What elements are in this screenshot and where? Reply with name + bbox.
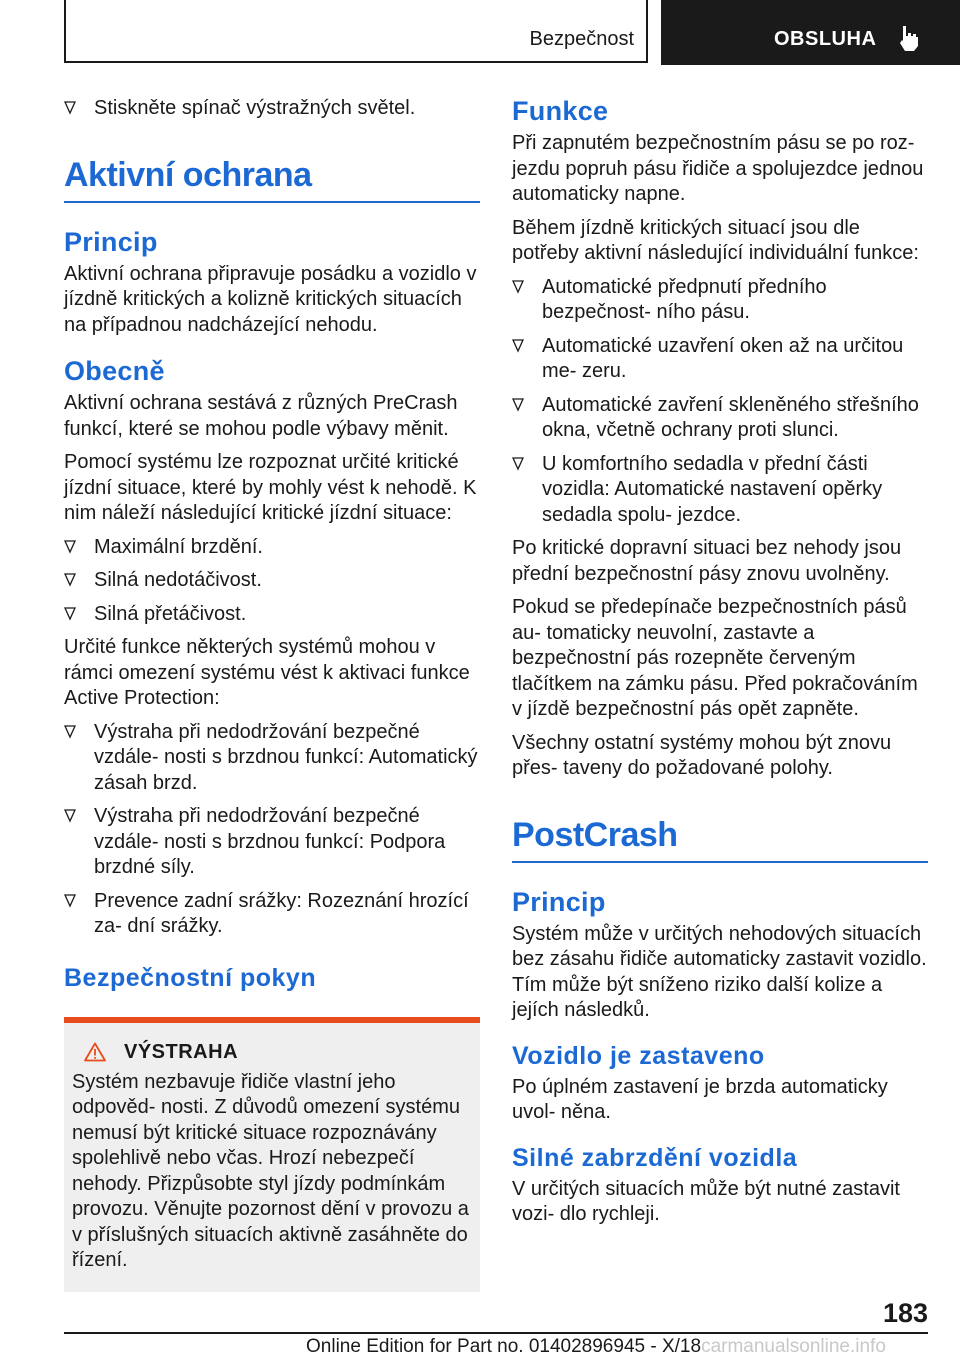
subheading-silne-zabrzdeni: Silné zabrzdění vozidla (512, 1143, 798, 1172)
chapter-tab-label: OBSLUHA (774, 28, 877, 50)
list-item-text: Automatické předpnutí předního bezpečnost‐ ního pásu. (542, 275, 827, 323)
list-item-text: Výstraha při nedodržování bezpečné vzdále‐ nosti s brzdnou funkcí: Podpora brzdné síly. (94, 805, 446, 878)
list-item (512, 452, 928, 529)
section-heading-aktivni-ochrana: Aktivní ochrana (64, 156, 480, 203)
list-item-text: U komfortního sedadla v přední části vozidla: Automatické nastavení opěrky sedadla spolu‐ jezdce. (542, 452, 883, 526)
chapter-tab (661, 0, 960, 65)
paragraph: Pomocí systému lze rozpoznat určité kritické jízdní situace, které by mohly vést k nehodě. K nim náleží následující kritické jízdní situace: (64, 451, 477, 524)
paragraph: Aktivní ochrana sestává z různých PreCrash funkcí, které se mohou podle výbavy měnit. (64, 392, 458, 440)
subheading-funkce: Funkce (512, 96, 609, 126)
paragraph: V určitých situacích může být nutné zastavit vozi‐ dlo rychleji. (512, 1177, 900, 1225)
triangle-bullet-icon (512, 457, 524, 471)
list-item (64, 720, 480, 797)
section-title: Bezpečnost (529, 28, 634, 50)
paragraph: Určité funkce některých systémů mohou v rámci omezení systému vést k aktivaci funkce Active Protection: (64, 636, 470, 709)
paragraph: Při zapnutém bezpečnostním pásu se po roz‐ jezdu popruh pásu řidiče a spolujezdce jednou automaticky napne. (512, 132, 924, 205)
warning-triangle-icon (84, 1042, 106, 1062)
paragraph: Všechny ostatní systémy mohou být znovu přes‐ taveny do požadované polohy. (512, 731, 892, 779)
list-item-text: Automatické uzavření oken až na určitou me‐ zeru. (542, 334, 904, 382)
list-item (64, 602, 480, 628)
triangle-bullet-icon (512, 339, 524, 353)
triangle-bullet-icon (64, 540, 76, 554)
list-item-text: Prevence zadní srážky: Rozeznání hrozící za‐ dní srážky. (94, 889, 469, 937)
list-item-text: Automatické zavření skleněného střešního okna, včetně ochrany proti slunci. (542, 393, 919, 441)
triangle-bullet-icon (64, 573, 76, 587)
list-item-text: Výstraha při nedodržování bezpečné vzdále‐ nosti s brzdnou funkcí: Automatický zásah brzd. (94, 720, 478, 794)
triangle-bullet-icon (64, 725, 76, 739)
warning-title: VÝSTRAHA (124, 1040, 239, 1063)
triangle-bullet-icon (512, 280, 524, 294)
list-item (512, 334, 928, 385)
triangle-bullet-icon (64, 894, 76, 908)
paragraph: Po kritické dopravní situaci bez nehody jsou přední bezpečnostní pásy znovu uvolněny. (512, 537, 902, 585)
subheading-vozidlo-zastaveno: Vozidlo je zastaveno (512, 1041, 765, 1070)
page-number: 183 (882, 1298, 928, 1328)
edition-text: Online Edition for Part no. 01402896945 - X/18 (306, 1336, 702, 1357)
list-item-text: Maximální brzdění. (94, 535, 263, 558)
list-item (512, 393, 928, 444)
watermark-text: carmanualsonline.info (701, 1336, 886, 1357)
triangle-bullet-icon (64, 809, 76, 823)
subheading-obecne: Obecně (64, 356, 165, 386)
section-heading-postcrash: PostCrash (512, 816, 928, 863)
list-item-text: Silná přetáčivost. (94, 602, 247, 625)
list-item-text: Stiskněte spínač výstražných světel. (94, 97, 416, 119)
hand-pointer-icon (897, 24, 921, 52)
footer-rule (64, 1332, 928, 1334)
list-item (64, 535, 480, 561)
paragraph: Během jízdně kritických situací jsou dle potřeby aktivní následující individuální funkce: (512, 216, 919, 264)
subheading-princip: Princip (64, 226, 158, 257)
paragraph: Aktivní ochrana připravuje posádku a vozidlo v jízdně kritických a kolizně kritických situacích na případnou nadcházející nehodu. (64, 262, 477, 336)
paragraph: Pokud se předepínače bezpečnostních pásů au‐ tomaticky neuvolní, zastavte a bezpečnostní pás rozepněte červeným tlačítkem na zámku pásu. Před pokračováním v jízdě bezpečnostní pás opět zapněte. (512, 596, 918, 720)
list-item (64, 804, 480, 881)
subheading-bezpecnostni-pokyn: Bezpečnostní pokyn (64, 963, 317, 992)
footer-edition-line (306, 1336, 886, 1358)
right-column (512, 96, 928, 1236)
list-item (64, 96, 480, 122)
page-header (0, 0, 960, 66)
list-item (512, 275, 928, 326)
warning-header (84, 1041, 470, 1064)
list-item-text: Silná nedotáčivost. (94, 569, 262, 591)
left-column (64, 96, 480, 1292)
triangle-bullet-icon (64, 101, 76, 115)
list-item (64, 889, 480, 940)
warning-box (64, 1017, 480, 1292)
list-item (64, 568, 480, 594)
paragraph: Systém může v určitých nehodových situacích bez zásahu řidiče automaticky zastavit vozidlo. Tím může být sníženo riziko další kolize a jejích následků. (512, 922, 927, 1021)
triangle-bullet-icon (64, 607, 76, 621)
subheading-princip: Princip (512, 886, 606, 917)
paragraph: Po úplném zastavení je brzda automaticky uvol‐ něna. (512, 1075, 888, 1123)
warning-text: Systém nezbavuje řidiče vlastní jeho odpověd‐ nosti. Z důvodů omezení systému nemusí být kritické situace rozpoznávány spolehlivě nebo včas. Hrozí nebezpečí nehody. Přizpůsobte styl jízdy podmínkám provozu. Věnujte pozornost dění v provozu a v příslušných situacích aktivně zasáhněte do řízení. (72, 1070, 469, 1271)
triangle-bullet-icon (512, 398, 524, 412)
